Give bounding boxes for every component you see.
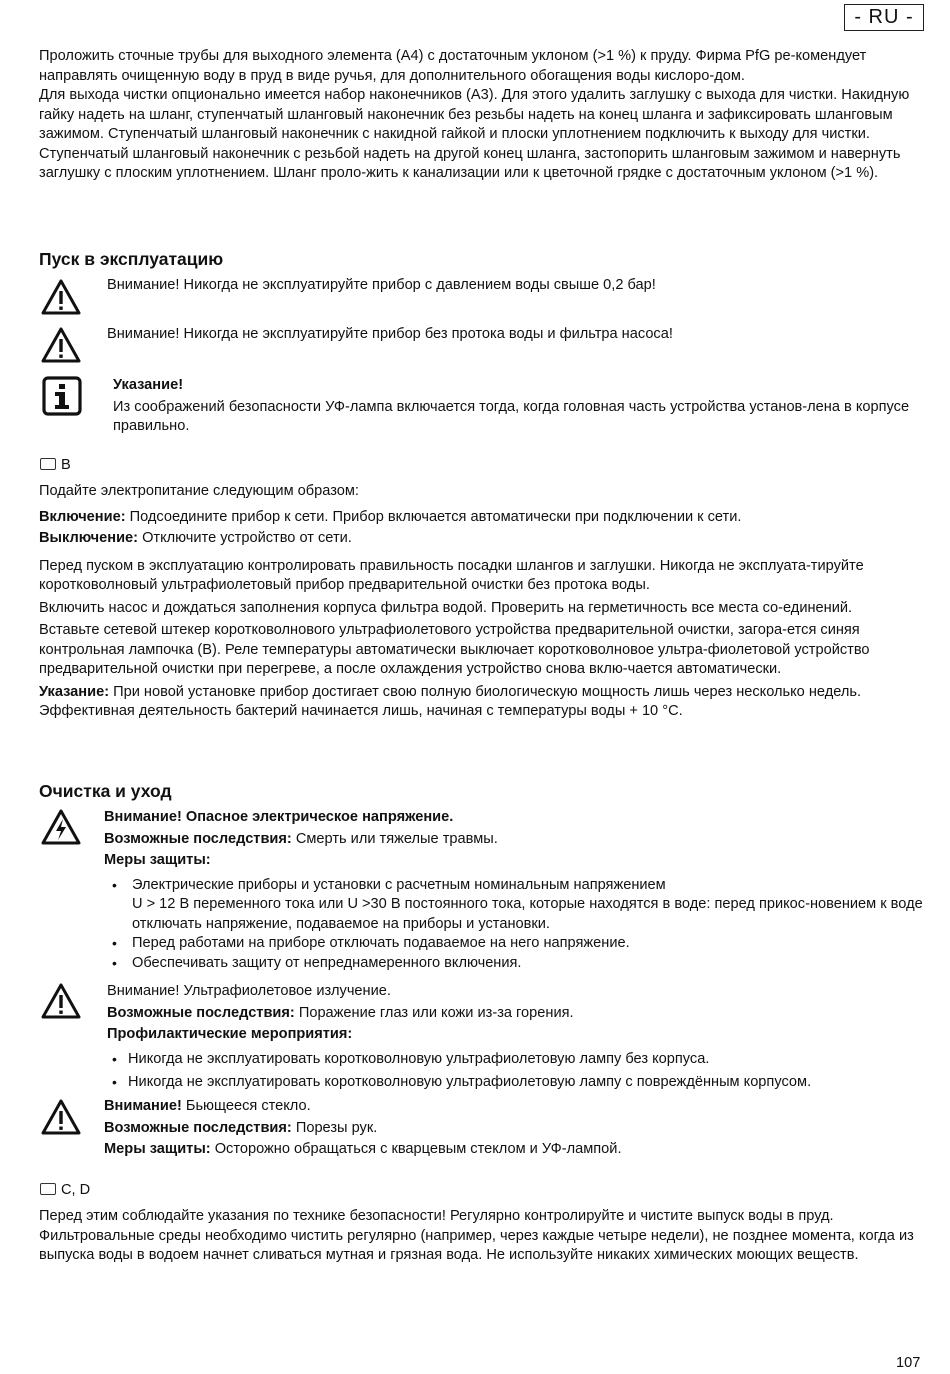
startup-paragraph-2: Включить насос и дождаться заполнения корпуса фильтра водой. Проверить на герметичность все места со-единений.	[39, 599, 853, 616]
electrical-consequences-text: Смерть или тяжелые травмы.	[291, 830, 498, 847]
power-on-label: Включение:	[39, 508, 126, 525]
startup-paragraph-1: Перед пуском в эксплуатацию контролировать правильность посадки шлангов и заглушки. Никогда не эксплуата-тируйте коротковолновый ультрафиолетовый прибор предварительной очистки без протока воды.	[39, 557, 864, 593]
uv-warning	[107, 982, 927, 1045]
power-off-line	[39, 529, 919, 549]
intro-section	[39, 47, 919, 184]
startup-body	[39, 482, 919, 722]
warning-pressure-text: Внимание! Никогда не эксплуатируйте прибор с давлением воды свыше 0,2 бар!	[107, 277, 656, 293]
figure-reference-cd	[40, 1181, 90, 1201]
uv-measures-label: Профилактические мероприятия:	[107, 1026, 353, 1042]
glass-warning-title	[104, 1097, 924, 1117]
list-item: • Обеспечивать защиту от непреднамеренного включения.	[104, 954, 924, 974]
glass-warning	[104, 1097, 924, 1160]
info-note-text: Из соображений безопасности УФ-лампа включается тогда, когда головная часть устройства установ-лена в корпусе правильно.	[113, 398, 910, 434]
warning-triangle-icon	[40, 1098, 82, 1136]
cleaning-paragraph: Перед этим соблюдайте указания по технике безопасности! Регулярно контролируйте и чистите выпуск воды в пруд. Фильтровальные среды необходимо чистить регулярно (например, через каждые четыре недели), не позднее момента, когда из выпуска воды в водоем начнет сливаться мутная и грязная вода. Не используйте никаких химических моющих веществ.	[39, 1208, 914, 1263]
startup-note-label: Указание:	[39, 683, 110, 700]
page-number: 107	[896, 1355, 921, 1371]
startup-note	[39, 683, 919, 722]
intro-paragraph-2: Для выхода чистки опционально имеется набор наконечников (A3). Для этого удалить заглушку с выхода для чистки. Накидную гайку надеть на шланг, ступенчатый шланговый наконечник без резьбы надеть на конец шланга и зафиксировать шланговым зажимом. Ступенчатый шланговый наконечник с накидной гайкой и плоски уплотнением подключить к выходу для чистки. Ступенчатый шланговый наконечник с резьбой надеть на другой конец шланга, застопорить шланговым зажимом и навернуть заглушку с плоским уплотнением. Шланг проло-жить к канализации или к цветочной грядке с достаточным уклоном (>1 %).	[39, 87, 910, 181]
power-intro: Подайте электропитание следующим образом:	[39, 483, 359, 499]
glass-warning-label: Внимание!	[104, 1098, 182, 1114]
electrical-measures-label: Меры защиты:	[104, 852, 211, 868]
glass-consequences-label: Возможные последствия:	[104, 1119, 292, 1136]
list-item: • Никогда не эксплуатировать коротковолновую ультрафиолетовую лампу без корпуса.	[104, 1050, 934, 1070]
warning-flow-text: Внимание! Никогда не эксплуатируйте прибор без протока воды и фильтра насоса!	[107, 326, 673, 342]
glass-measures	[104, 1140, 924, 1160]
warning-triangle-icon	[40, 326, 82, 364]
list-item: • Перед работами на приборе отключать подаваемое на него напряжение.	[104, 934, 924, 954]
figure-box-icon	[40, 1183, 56, 1195]
uv-measures-list	[104, 1050, 934, 1092]
figure-reference-b	[40, 456, 71, 476]
info-note	[113, 376, 923, 437]
startup-note-text: При новой установке прибор достигает свою полную биологическую мощность лишь через несколько недель. Эффективная деятельность бактерий начинается лишь, начиная с температуры воды + 10 °C.	[39, 683, 862, 719]
electrical-consequences-label: Возможные последствия:	[104, 830, 292, 847]
info-note-title: Указание!	[113, 377, 184, 393]
language-badge: - RU -	[844, 4, 924, 31]
glass-measures-label: Меры защиты:	[104, 1141, 211, 1157]
info-note-icon	[42, 376, 82, 416]
power-on-text: Подсоедините прибор к сети. Прибор включается автоматически при подключении к сети.	[125, 508, 742, 525]
electrical-warning	[104, 808, 924, 973]
startup-heading: Пуск в эксплуатацию	[39, 249, 224, 269]
figure-reference-label: B	[61, 457, 71, 473]
list-item: • Электрические приборы и установки с расчетным номинальным напряжением U > 12 В переменного тока или U >30 В постоянного тока, которые находятся в воде: перед прикос-новением к воде отключать напряжение, подаваемое на приборы и установки.	[104, 876, 924, 935]
figure-reference-label: C, D	[61, 1182, 91, 1198]
intro-paragraph-1: Проложить сточные трубы для выходного элемента (A4) с достаточным уклоном (>1 %) к пруду. Фирма PfG ре-комендует направлять очищенную воду в пруд в виде ручья, для дополнительного обогащения воды кислоро-дом.	[39, 48, 867, 84]
list-item: • Никогда не эксплуатировать коротковолновую ультрафиолетовую лампу с повреждённым корпусом.	[104, 1073, 934, 1093]
uv-consequences-label: Возможные последствия:	[107, 1004, 295, 1021]
glass-measures-text: Осторожно обращаться с кварцевым стеклом и УФ-лампой.	[210, 1141, 622, 1157]
electrical-measures-list	[104, 876, 924, 974]
cleaning-heading: Очистка и уход	[39, 781, 172, 801]
glass-consequences-text: Порезы рук.	[291, 1119, 378, 1136]
startup-paragraph-3: Вставьте сетевой штекер коротковолнового ультрафиолетового устройства предварительной очистки, загора-ется синяя контрольная лампочка (B). Реле температуры автоматически выключает коротковолновое ультра-фиолетовой устройство предварительной очистки при перегреве, а после охлаждения устройство снова вклю-чается автоматически.	[39, 622, 870, 677]
warning-triangle-icon	[40, 982, 82, 1020]
glass-warning-text: Бьющееся стекло.	[181, 1098, 311, 1114]
figure-box-icon	[40, 458, 56, 470]
glass-consequences	[104, 1119, 924, 1139]
electrical-consequences	[104, 830, 924, 850]
electrical-hazard-icon	[40, 808, 82, 846]
warning-triangle-icon	[40, 278, 82, 316]
electrical-warning-title: Внимание! Опасное электрическое напряжение.	[104, 809, 454, 825]
power-off-label: Выключение:	[39, 530, 139, 546]
uv-warning-title: Внимание! Ультрафиолетовое излучение.	[107, 983, 391, 999]
power-on-line	[39, 508, 919, 528]
uv-consequences-text: Поражение глаз или кожи из-за горения.	[294, 1004, 574, 1021]
uv-consequences	[107, 1004, 927, 1024]
power-off-text: Отключите устройство от сети.	[138, 530, 352, 546]
cleaning-body	[39, 1207, 919, 1266]
